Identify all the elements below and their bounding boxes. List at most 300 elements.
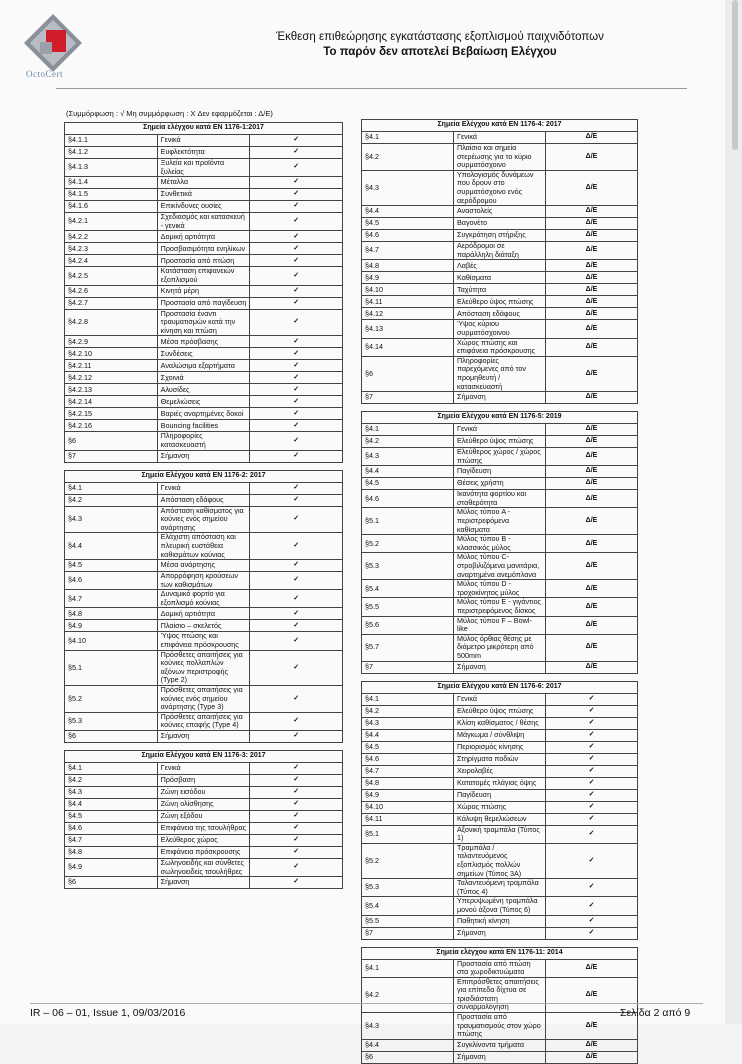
table-row bbox=[362, 260, 638, 272]
table-row bbox=[65, 799, 343, 811]
table-row bbox=[65, 823, 343, 835]
table-row bbox=[65, 482, 343, 494]
result-mark: ✓ bbox=[250, 285, 343, 297]
clause-number: §4.2 bbox=[362, 977, 454, 1012]
check-item: Γενικά bbox=[454, 132, 546, 144]
table-row bbox=[65, 201, 343, 213]
clause-number: §4.2.8 bbox=[65, 309, 158, 336]
result-mark: ✓ bbox=[250, 787, 343, 799]
checklist-table bbox=[64, 750, 343, 889]
result-mark: Δ/Ε bbox=[546, 144, 638, 171]
header-divider bbox=[56, 88, 687, 89]
clause-number: §4.7 bbox=[65, 835, 158, 847]
table-title: Σημεία Ελέγχου κατά ΕΝ 1176-5: 2019 bbox=[362, 412, 638, 424]
table-row bbox=[362, 634, 638, 661]
clause-number: §4.3 bbox=[362, 717, 454, 729]
check-item: Ζώνη ολίσθησης bbox=[157, 799, 250, 811]
result-mark: ✓ bbox=[250, 267, 343, 285]
clause-number: §4.10 bbox=[362, 801, 454, 813]
result-mark: ✓ bbox=[250, 384, 343, 396]
result-mark: ✓ bbox=[250, 533, 343, 560]
table-row bbox=[362, 879, 638, 897]
table-row bbox=[65, 763, 343, 775]
clause-number: §5.2 bbox=[362, 535, 454, 553]
table-row bbox=[362, 170, 638, 205]
table-row bbox=[65, 372, 343, 384]
check-item: Κατατομές πλάγιας όψης bbox=[454, 777, 546, 789]
clause-number: §4.14 bbox=[362, 338, 454, 356]
result-mark: Δ/Ε bbox=[546, 490, 638, 508]
check-item: Ελεύθερος χώρος / χώρος πτώσης bbox=[454, 448, 546, 466]
table-row bbox=[65, 420, 343, 432]
checklist-table bbox=[361, 411, 638, 673]
check-item: Μέταλλα bbox=[157, 177, 250, 189]
result-mark: ✓ bbox=[546, 705, 638, 717]
result-mark: ✓ bbox=[546, 789, 638, 801]
check-item: Σήμανση bbox=[454, 1051, 546, 1063]
table-row bbox=[362, 490, 638, 508]
check-item: Απόσταση καθίσματος για κούνιες ενός σημείου ανάρτησης bbox=[157, 506, 250, 533]
result-mark: Δ/Ε bbox=[546, 634, 638, 661]
table-row bbox=[362, 915, 638, 927]
result-mark: ✓ bbox=[250, 811, 343, 823]
table-row bbox=[65, 159, 343, 177]
check-item: Πλαίσιο – σκελετός bbox=[157, 620, 250, 632]
table-row bbox=[65, 775, 343, 787]
clause-number: §4.4 bbox=[362, 466, 454, 478]
check-item: Δομική αρτιότητα bbox=[157, 608, 250, 620]
clause-number: §4.1 bbox=[362, 693, 454, 705]
table-row bbox=[65, 494, 343, 506]
check-item: Δομική αρτιότητα bbox=[157, 231, 250, 243]
check-item: Απορρόφηση κρούσεων των καθισμάτων bbox=[157, 572, 250, 590]
table-row bbox=[65, 147, 343, 159]
table-row bbox=[362, 801, 638, 813]
check-item: Μύλος τύπου A - περιστρεφόμενα καθίσματα bbox=[454, 508, 546, 535]
check-item: Μέσα πρόσβασης bbox=[157, 336, 250, 348]
clause-number: §5.7 bbox=[362, 634, 454, 661]
clause-number: §4.13 bbox=[362, 320, 454, 338]
check-item: Αξονική τραμπάλα (Τύπος 1) bbox=[454, 825, 546, 843]
check-item: Προστασία από τραυματισμούς στον χώρο πτώσης bbox=[454, 1013, 546, 1040]
result-mark: Δ/Ε bbox=[546, 466, 638, 478]
check-item: Σήμανση bbox=[157, 450, 250, 462]
clause-number: §4.5 bbox=[65, 560, 158, 572]
table-row bbox=[65, 243, 343, 255]
check-item: Συγκράτηση στήριξης bbox=[454, 230, 546, 242]
check-item: Γενικά bbox=[157, 135, 250, 147]
result-mark: Δ/Ε bbox=[546, 580, 638, 598]
table-row bbox=[65, 859, 343, 877]
check-item: Ικανότητα φορτίου και σταθερότητα bbox=[454, 490, 546, 508]
result-mark: ✓ bbox=[250, 213, 343, 231]
check-item: Σήμανση bbox=[157, 877, 250, 889]
clause-number: §4.9 bbox=[65, 620, 158, 632]
clause-number: §4.2.11 bbox=[65, 360, 158, 372]
result-mark: ✓ bbox=[250, 309, 343, 336]
result-mark: ✓ bbox=[250, 147, 343, 159]
result-mark: ✓ bbox=[250, 590, 343, 608]
check-item: Στηρίγματα ποδιών bbox=[454, 753, 546, 765]
table-row bbox=[362, 206, 638, 218]
clause-number: §6 bbox=[362, 1051, 454, 1063]
table-row bbox=[65, 189, 343, 201]
clause-number: §4.2.14 bbox=[65, 396, 158, 408]
clause-number: §4.11 bbox=[362, 813, 454, 825]
table-title: Σημεία Ελέγχου κατά ΕΝ 1176-4: 2017 bbox=[362, 120, 638, 132]
table-row bbox=[65, 506, 343, 533]
footer-document-id: IR – 06 – 01, Issue 1, 09/03/2016 bbox=[30, 1007, 186, 1019]
check-item: Απόσταση εδάφους bbox=[454, 308, 546, 320]
table-row bbox=[362, 693, 638, 705]
table-row bbox=[362, 1039, 638, 1051]
check-item: Βαγονέτο bbox=[454, 218, 546, 230]
check-item: Πρόσθετες απαιτήσεις για κούνιες πολλαπλών αξόνων περιστροφής (Type 2) bbox=[157, 650, 250, 685]
clause-number: §4.2.13 bbox=[65, 384, 158, 396]
table-row bbox=[362, 598, 638, 616]
clause-number: §4.6 bbox=[362, 230, 454, 242]
result-mark: ✓ bbox=[250, 159, 343, 177]
left-column bbox=[64, 122, 343, 889]
result-mark: ✓ bbox=[250, 432, 343, 450]
clause-number: §4.1.5 bbox=[65, 189, 158, 201]
check-item: Ελεύθερος χώρος bbox=[157, 835, 250, 847]
result-mark: ✓ bbox=[250, 177, 343, 189]
check-item: Επικίνδυνες ουσίες bbox=[157, 201, 250, 213]
table-row bbox=[65, 450, 343, 462]
result-mark: ✓ bbox=[250, 506, 343, 533]
right-column bbox=[361, 119, 638, 1064]
clause-number: §4.2.12 bbox=[65, 372, 158, 384]
clause-number: §4.2 bbox=[65, 775, 158, 787]
check-item: Μύλος τύπου B - κλασσικός μύλος bbox=[454, 535, 546, 553]
result-mark: Δ/Ε bbox=[546, 448, 638, 466]
table-row bbox=[362, 508, 638, 535]
result-mark: Δ/Ε bbox=[546, 260, 638, 272]
result-mark: Δ/Ε bbox=[546, 1051, 638, 1063]
result-mark: Δ/Ε bbox=[546, 598, 638, 616]
check-item: Μύλος τύπου E - γιγάντιος περιστρεφόμενος δίσκος bbox=[454, 598, 546, 616]
table-title: Σημεία ελέγχου κατά ΕΝ 1176-1:2017 bbox=[65, 123, 343, 135]
check-item: Επιφάνεια πρόσκρουσης bbox=[157, 847, 250, 859]
result-mark: Δ/Ε bbox=[546, 977, 638, 1012]
footer-divider bbox=[30, 1003, 703, 1004]
scrollbar-thumb[interactable] bbox=[732, 0, 738, 150]
table-row bbox=[362, 466, 638, 478]
clause-number: §7 bbox=[362, 927, 454, 939]
clause-number: §5.1 bbox=[362, 508, 454, 535]
check-item: Πληροφορίες παρεχόμενες από τον προμηθευτή / κατασκευαστή bbox=[454, 356, 546, 391]
result-mark: Δ/Ε bbox=[546, 338, 638, 356]
result-mark: ✓ bbox=[546, 729, 638, 741]
clause-number: §5.3 bbox=[362, 879, 454, 897]
table-row bbox=[362, 320, 638, 338]
check-item: Παθητική κίνηση bbox=[454, 915, 546, 927]
check-item: Πρόσβαση bbox=[157, 775, 250, 787]
clause-number: §5.4 bbox=[362, 897, 454, 915]
check-item: Κλίση καθίσματος / θέσης bbox=[454, 717, 546, 729]
check-item: Προστασία από πτώση bbox=[157, 255, 250, 267]
table-row bbox=[362, 392, 638, 404]
table-row bbox=[362, 843, 638, 878]
result-mark: Δ/Ε bbox=[546, 535, 638, 553]
table-row bbox=[65, 650, 343, 685]
result-mark: Δ/Ε bbox=[546, 320, 638, 338]
result-mark: ✓ bbox=[546, 753, 638, 765]
result-mark: ✓ bbox=[250, 877, 343, 889]
table-row bbox=[65, 213, 343, 231]
check-item: Βαριές αναρτημένες δοκοί bbox=[157, 408, 250, 420]
check-item: Συνθετικά bbox=[157, 189, 250, 201]
result-mark: ✓ bbox=[546, 765, 638, 777]
check-item: Σήμανση bbox=[454, 927, 546, 939]
result-mark: Δ/Ε bbox=[546, 132, 638, 144]
result-mark: ✓ bbox=[250, 482, 343, 494]
table-row bbox=[65, 560, 343, 572]
footer-page-number: Σελίδα 2 από 9 bbox=[620, 1007, 691, 1019]
result-mark: Δ/Ε bbox=[546, 284, 638, 296]
table-row bbox=[65, 336, 343, 348]
table-row bbox=[65, 590, 343, 608]
check-item: Παγίδευση bbox=[454, 789, 546, 801]
clause-number: §6 bbox=[362, 356, 454, 391]
check-item: Ελεύθερο ύψος πτώσης bbox=[454, 436, 546, 448]
result-mark: ✓ bbox=[250, 572, 343, 590]
table-row bbox=[362, 132, 638, 144]
clause-number: §4.5 bbox=[362, 478, 454, 490]
check-item: Πρόσθετες απαιτήσεις για κούνιες επαφής (Type 4) bbox=[157, 712, 250, 730]
result-mark: ✓ bbox=[250, 408, 343, 420]
clause-number: §5.5 bbox=[362, 598, 454, 616]
clause-number: §4.4 bbox=[362, 206, 454, 218]
result-mark: ✓ bbox=[250, 420, 343, 432]
table-row bbox=[65, 267, 343, 285]
result-mark: ✓ bbox=[250, 135, 343, 147]
result-mark: Δ/Ε bbox=[546, 616, 638, 634]
clause-number: §4.7 bbox=[65, 590, 158, 608]
result-mark: ✓ bbox=[250, 396, 343, 408]
clause-number: §4.3 bbox=[65, 787, 158, 799]
clause-number: §4.1 bbox=[65, 763, 158, 775]
clause-number: §5.4 bbox=[362, 580, 454, 598]
result-mark: ✓ bbox=[250, 201, 343, 213]
table-row bbox=[65, 712, 343, 730]
check-item: Χώρος πτώσης bbox=[454, 801, 546, 813]
checklist-table bbox=[361, 119, 638, 404]
clause-number: §4.5 bbox=[362, 741, 454, 753]
clause-number: §4.9 bbox=[362, 789, 454, 801]
check-item: Μύλος όρθιας θέσης με διάμετρο μικρότερη από 500mm bbox=[454, 634, 546, 661]
check-item: Τραμπάλα / ταλαντευόμενος εξοπλισμός πολλών σημείων (Τύπος 3Α) bbox=[454, 843, 546, 878]
result-mark: ✓ bbox=[546, 843, 638, 878]
check-item: Ύψος κύριου συρματόσχοινου bbox=[454, 320, 546, 338]
check-item: Προστασία από πτώση στα χωροδικτυώματα bbox=[454, 959, 546, 977]
clause-number: §4.6 bbox=[65, 572, 158, 590]
table-row bbox=[362, 741, 638, 753]
clause-number: §4.2.2 bbox=[65, 231, 158, 243]
clause-number: §4.7 bbox=[362, 242, 454, 260]
result-mark: Δ/Ε bbox=[546, 424, 638, 436]
clause-number: §4.2.6 bbox=[65, 285, 158, 297]
result-mark: ✓ bbox=[250, 650, 343, 685]
table-row bbox=[362, 1013, 638, 1040]
check-item: Κινητά μέρη bbox=[157, 285, 250, 297]
clause-number: §4.9 bbox=[65, 859, 158, 877]
table-row bbox=[362, 535, 638, 553]
result-mark: ✓ bbox=[250, 823, 343, 835]
vertical-scrollbar[interactable] bbox=[725, 0, 742, 1024]
result-mark: ✓ bbox=[250, 731, 343, 743]
check-item: Πρόσθετες απαιτήσεις για κούνιες ενός σημείου ανάρτησης (Type 3) bbox=[157, 686, 250, 713]
table-row bbox=[362, 448, 638, 466]
result-mark: ✓ bbox=[250, 189, 343, 201]
table-row bbox=[362, 218, 638, 230]
result-mark: ✓ bbox=[546, 741, 638, 753]
table-row bbox=[362, 144, 638, 171]
clause-number: §4.4 bbox=[65, 799, 158, 811]
result-mark: Δ/Ε bbox=[546, 230, 638, 242]
table-row bbox=[362, 789, 638, 801]
table-row bbox=[362, 356, 638, 391]
table-row bbox=[65, 309, 343, 336]
result-mark: Δ/Ε bbox=[546, 206, 638, 218]
report-title: Έκθεση επιθεώρησης εγκατάστασης εξοπλισμού παιχνιδότοπων bbox=[276, 31, 604, 43]
clause-number: §6 bbox=[65, 432, 158, 450]
check-item: Μάγκωμα / σύνθλιψη bbox=[454, 729, 546, 741]
table-row bbox=[362, 553, 638, 580]
clause-number: §5.5 bbox=[362, 915, 454, 927]
result-mark: ✓ bbox=[250, 632, 343, 650]
result-mark: ✓ bbox=[250, 243, 343, 255]
clause-number: §4.3 bbox=[362, 1013, 454, 1040]
table-row bbox=[65, 135, 343, 147]
table-title: Σημεία Ελέγχου κατά ΕΝ 1176-3: 2017 bbox=[65, 751, 343, 763]
table-row bbox=[362, 765, 638, 777]
table-row bbox=[362, 284, 638, 296]
check-item: Σήμανση bbox=[454, 392, 546, 404]
table-row bbox=[65, 177, 343, 189]
clause-number: §4.2 bbox=[362, 436, 454, 448]
result-mark: ✓ bbox=[250, 799, 343, 811]
check-item: Ελεύθερο ύψος πτώσης bbox=[454, 705, 546, 717]
table-row bbox=[65, 396, 343, 408]
clause-number: §4.8 bbox=[65, 608, 158, 620]
check-item: Προσβασιμότητα ενηλίκων bbox=[157, 243, 250, 255]
legend: (Συμμόρφωση : √ Μη συμμόρφωση : X Δεν εφαρμόζεται : Δ/Ε) bbox=[66, 109, 273, 118]
table-row bbox=[362, 296, 638, 308]
clause-number: §4.3 bbox=[65, 506, 158, 533]
check-item: Σχοινιά bbox=[157, 372, 250, 384]
table-title: Σημεία ελέγχου κατά ΕΝ 1176-11: 2014 bbox=[362, 947, 638, 959]
table-row bbox=[65, 297, 343, 309]
result-mark: Δ/Ε bbox=[546, 508, 638, 535]
clause-number: §4.9 bbox=[362, 272, 454, 284]
check-item: Λαβές bbox=[454, 260, 546, 272]
clause-number: §4.8 bbox=[362, 777, 454, 789]
clause-number: §7 bbox=[362, 392, 454, 404]
checklist-table bbox=[361, 947, 638, 1064]
result-mark: Δ/Ε bbox=[546, 436, 638, 448]
table-row bbox=[65, 632, 343, 650]
table-row bbox=[362, 717, 638, 729]
check-item: Ελεύθερο ύψος πτώσης bbox=[454, 296, 546, 308]
result-mark: Δ/Ε bbox=[546, 1039, 638, 1051]
result-mark: ✓ bbox=[250, 775, 343, 787]
logo-text: OctoCert bbox=[26, 69, 63, 79]
clause-number: §4.4 bbox=[362, 1039, 454, 1051]
result-mark: Δ/Ε bbox=[546, 356, 638, 391]
result-mark: ✓ bbox=[546, 825, 638, 843]
check-item: Προστασία έναντι τραυματισμών κατά την κίνηση και πτώση bbox=[157, 309, 250, 336]
check-item: Σωληνοειδής και σύνθετες σωληνοειδείς τσουλήθρες bbox=[157, 859, 250, 877]
table-row bbox=[362, 661, 638, 673]
result-mark: ✓ bbox=[546, 813, 638, 825]
clause-number: §4.2.15 bbox=[65, 408, 158, 420]
clause-number: §6 bbox=[65, 731, 158, 743]
table-row bbox=[362, 977, 638, 1012]
check-item: Ζώνη εισόδου bbox=[157, 787, 250, 799]
clause-number: §4.6 bbox=[65, 823, 158, 835]
result-mark: Δ/Ε bbox=[546, 272, 638, 284]
table-row bbox=[362, 478, 638, 490]
result-mark: ✓ bbox=[546, 897, 638, 915]
clause-number: §5.2 bbox=[65, 686, 158, 713]
result-mark: ✓ bbox=[546, 927, 638, 939]
result-mark: ✓ bbox=[250, 686, 343, 713]
check-item: Σήμανση bbox=[454, 661, 546, 673]
check-item: Θέσεις χρήστη bbox=[454, 478, 546, 490]
check-item: Απόσταση εδάφους bbox=[157, 494, 250, 506]
result-mark: ✓ bbox=[250, 372, 343, 384]
clause-number: §4.2.5 bbox=[65, 267, 158, 285]
clause-number: §4.2.10 bbox=[65, 348, 158, 360]
table-row bbox=[65, 432, 343, 450]
clause-number: §4.4 bbox=[65, 533, 158, 560]
clause-number: §4.1.3 bbox=[65, 159, 158, 177]
table-row bbox=[65, 620, 343, 632]
result-mark: ✓ bbox=[250, 560, 343, 572]
clause-number: §4.1.4 bbox=[65, 177, 158, 189]
table-title: Σημεία Ελέγχου κατά ΕΝ 1176-2: 2017 bbox=[65, 470, 343, 482]
check-item: Θεμελιώσεις bbox=[157, 396, 250, 408]
result-mark: ✓ bbox=[250, 360, 343, 372]
check-item: Μύλος τύπου F – Bowl-like bbox=[454, 616, 546, 634]
table-row bbox=[362, 580, 638, 598]
check-item: Υπερυψωμένη τραμπάλα μονού άξονα (Τύπος 6) bbox=[454, 897, 546, 915]
clause-number: §4.2.16 bbox=[65, 420, 158, 432]
result-mark: ✓ bbox=[546, 915, 638, 927]
clause-number: §4.10 bbox=[65, 632, 158, 650]
check-item: Ευφλεκτότητα bbox=[157, 147, 250, 159]
table-title: Σημεία Ελέγχου κατά ΕΝ 1176-6: 2017 bbox=[362, 681, 638, 693]
clause-number: §4.10 bbox=[362, 284, 454, 296]
check-item: Ελάχιστη απόσταση και πλευρική ευστάθεια καθισμάτων κούνιας bbox=[157, 533, 250, 560]
table-row bbox=[362, 338, 638, 356]
clause-number: §4.8 bbox=[362, 260, 454, 272]
clause-number: §7 bbox=[65, 450, 158, 462]
clause-number: §4.2.4 bbox=[65, 255, 158, 267]
clause-number: §4.5 bbox=[65, 811, 158, 823]
table-row bbox=[65, 686, 343, 713]
check-item: Πληροφορίες κατασκευαστή bbox=[157, 432, 250, 450]
clause-number: §4.1.6 bbox=[65, 201, 158, 213]
result-mark: Δ/Ε bbox=[546, 392, 638, 404]
clause-number: §4.2.3 bbox=[65, 243, 158, 255]
check-item: Αναλώσιμα εξαρτήματα bbox=[157, 360, 250, 372]
table-row bbox=[362, 616, 638, 634]
clause-number: §5.1 bbox=[65, 650, 158, 685]
table-row bbox=[362, 424, 638, 436]
